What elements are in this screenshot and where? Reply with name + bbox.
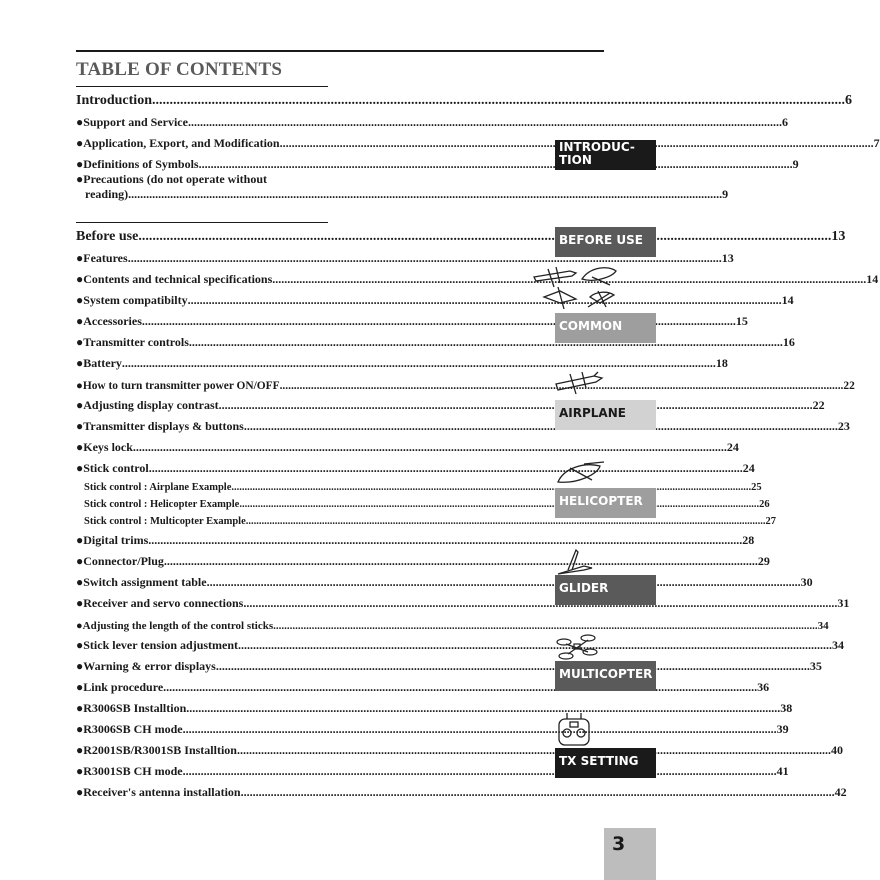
tab-common[interactable]: COMMON (555, 313, 656, 343)
airplane-icon (554, 370, 604, 398)
page-title: TABLE OF CONTENTS (76, 59, 283, 80)
toc-entry[interactable]: ●Warning & error displays ..... 35 (76, 653, 328, 674)
toc-entry[interactable]: ●R3006SB CH mode ..... 39 (76, 716, 328, 737)
tab-multicopter[interactable]: MULTICOPTER (555, 661, 656, 691)
tab-before-use[interactable]: BEFORE USE (555, 227, 656, 257)
multicopter-icon (554, 632, 600, 662)
toc-heading-introduction[interactable]: Introduction ..... 6 (76, 89, 328, 109)
toc-entry[interactable]: ●Keys lock ..... 24 (76, 434, 328, 455)
toc-entry[interactable]: ●Transmitter displays & buttons ..... 23 (76, 413, 328, 434)
toc-entry[interactable]: ●Precautions (do not operate without reading) ..... 9 (76, 172, 328, 206)
toc-entry[interactable]: ●Switch assignment table ..... 30 (76, 569, 328, 590)
toc-entry[interactable]: ●Application, Export, and Modification ..... 7 (76, 130, 328, 151)
toc-entry[interactable]: ●Stick control ..... 24 (76, 455, 328, 476)
toc-subentry[interactable]: Stick control : Airplane Example ..... 25 (76, 476, 328, 493)
tab-glider[interactable]: GLIDER (555, 575, 656, 605)
tab-introduction[interactable]: INTRODUC- TION (555, 140, 656, 170)
tab-helicopter[interactable]: HELICOPTER (555, 488, 656, 518)
toc-entry[interactable]: ●Adjusting the length of the control sticks ..... 34 (76, 611, 328, 632)
toc-heading-before-use[interactable]: Before use ..... 13 (76, 225, 328, 245)
toc-entry[interactable]: ●How to turn transmitter power ON/OFF ..... 22 (76, 371, 328, 392)
aircraft-group-icon (530, 263, 622, 313)
toc-entry[interactable]: ●Receiver and servo connections ..... 31 (76, 590, 328, 611)
toc-entry[interactable]: ●R2001SB/R3001SB Installtion ..... 40 (76, 737, 328, 758)
helicopter-icon (554, 460, 606, 488)
glider-icon (554, 548, 594, 576)
tab-tx-setting[interactable]: TX SETTING (555, 748, 656, 778)
toc-entry[interactable]: ●Adjusting display contrast ..... 22 (76, 392, 328, 413)
toc-entry[interactable]: ●Transmitter controls ..... 16 (76, 329, 328, 350)
page-number: 3 (604, 828, 656, 880)
toc-entry[interactable]: ●Accessories ..... 15 (76, 308, 328, 329)
toc-entry[interactable]: ●Link procedure ..... 36 (76, 674, 328, 695)
toc-entry[interactable]: ●Support and Service ..... 6 (76, 109, 328, 130)
toc-subentry[interactable]: Stick control : Helicopter Example ..... 26 (76, 493, 328, 510)
transmitter-icon (557, 711, 591, 747)
toc-entry[interactable]: ●Contents and technical specifications ..... 14 (76, 266, 328, 287)
toc-section-introduction (76, 86, 880, 206)
toc-entry[interactable]: ●Stick lever tension adjustment ..... 34 (76, 632, 328, 653)
toc-entry[interactable]: ●R3001SB CH mode ..... 41 (76, 758, 328, 779)
toc-entry[interactable]: ●Receiver's antenna installation ..... 42 (76, 779, 328, 800)
tab-airplane[interactable]: AIRPLANE (555, 400, 656, 430)
top-rule (76, 50, 604, 52)
toc-entry[interactable]: ●Definitions of Symbols ..... 9 (76, 151, 328, 172)
toc-entry[interactable]: ●System compatibilty ..... 14 (76, 287, 328, 308)
toc-entry[interactable]: ●R3006SB Installtion ..... 38 (76, 695, 328, 716)
toc-entry[interactable]: ●Features ..... 13 (76, 245, 328, 266)
toc-entry[interactable]: ●Connector/Plug ..... 29 (76, 548, 328, 569)
toc-entry[interactable]: ●Battery ..... 18 (76, 350, 328, 371)
toc-subentry[interactable]: Stick control : Multicopter Example ..... 27 (76, 510, 328, 527)
toc-entry[interactable]: ●Digital trims ..... 28 (76, 527, 328, 548)
